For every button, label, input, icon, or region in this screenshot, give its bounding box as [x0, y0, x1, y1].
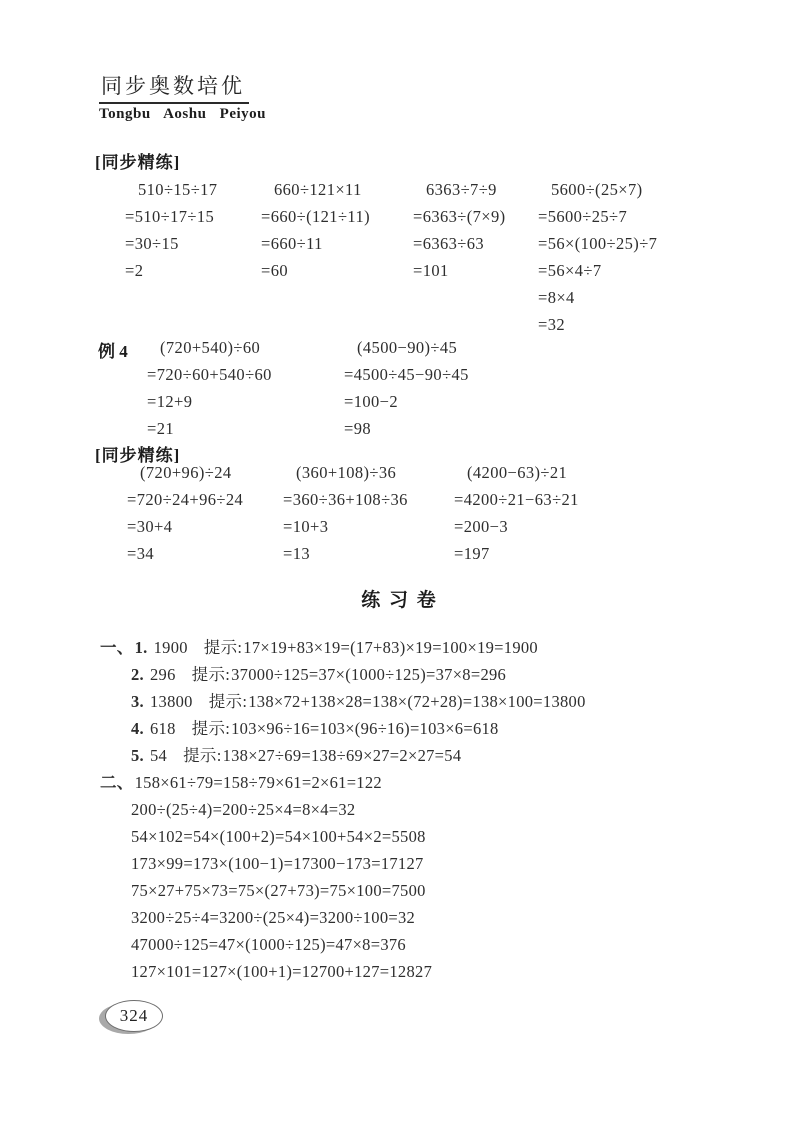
equation: 54×102=54×(100+2)=54×100+54×2=5508: [131, 827, 426, 846]
math-step: =100−2: [344, 392, 399, 411]
answer-item: [100, 688, 586, 715]
equation: 127×101=127×(100+1)=12700+127=12827: [131, 962, 433, 981]
item-answer: 1900: [153, 638, 188, 657]
math-problem: (4200−63)÷21: [467, 463, 568, 482]
math-step: =660÷11: [261, 234, 323, 253]
math-step: =4200÷21−63÷21: [454, 490, 579, 509]
math-problem: 510÷15÷17: [138, 180, 218, 199]
item-number: 5.: [131, 746, 144, 765]
item-answer: 13800: [149, 692, 193, 711]
math-step: =720÷60+540÷60: [147, 365, 272, 384]
math-problem: (720+540)÷60: [160, 338, 261, 357]
math-problem: 5600÷(25×7): [551, 180, 643, 199]
answers-part-two: [100, 769, 432, 985]
math-step: =2: [125, 261, 144, 280]
math-problem: 660÷121×11: [274, 180, 362, 199]
example4-label: 例 4: [98, 342, 128, 361]
math-step: =6363÷(7×9): [413, 207, 506, 226]
practice-exam-title: 练 习 卷: [361, 590, 438, 611]
answer-item: [100, 661, 586, 688]
worked-solution-column: [283, 459, 408, 567]
page-number: 324: [105, 1000, 163, 1032]
worked-solution-column: [147, 334, 272, 442]
book-title-chinese: 同步奥数培优: [99, 70, 249, 104]
hint-label: 提示:: [208, 692, 248, 711]
math-step: =34: [127, 544, 155, 563]
hint-label: 提示:: [191, 719, 231, 738]
math-problem: (720+96)÷24: [140, 463, 232, 482]
math-step: =30÷15: [125, 234, 179, 253]
hint-formula: 37000÷125=37×(1000÷125)=37×8=296: [231, 665, 507, 684]
math-problem: (4500−90)÷45: [357, 338, 458, 357]
answer-item: [100, 634, 586, 661]
answer-item: [100, 715, 586, 742]
answer-line: [100, 931, 432, 958]
answer-line: [100, 769, 432, 796]
math-step: =360÷36+108÷36: [283, 490, 408, 509]
hint-formula: 103×96÷16=103×(96÷16)=103×6=618: [231, 719, 499, 738]
worked-solution-column: [127, 459, 243, 567]
item-answer: 618: [149, 719, 176, 738]
equation: 173×99=173×(100−1)=17300−173=17127: [131, 854, 424, 873]
answer-item: [100, 742, 586, 769]
item-number: 4.: [131, 719, 144, 738]
worked-solution-column: [538, 176, 657, 338]
answer-line: [100, 850, 432, 877]
worked-solution-column: [413, 176, 506, 284]
item-answer: 54: [149, 746, 168, 765]
equation: 158×61÷79=158÷79×61=2×61=122: [134, 773, 382, 792]
hint-label: 提示:: [191, 665, 231, 684]
book-brand: [99, 70, 266, 123]
math-step: =56×(100÷25)÷7: [538, 234, 658, 253]
math-step: =98: [344, 419, 372, 438]
worked-solution-column: [125, 176, 217, 284]
equation: 47000÷125=47×(1000÷125)=47×8=376: [131, 935, 406, 954]
math-step: =720÷24+96÷24: [127, 490, 244, 509]
hint-formula: 17×19+83×19=(17+83)×19=100×19=1900: [243, 638, 538, 657]
math-step: =8×4: [538, 288, 575, 307]
answer-line: [100, 796, 432, 823]
answer-line: [100, 823, 432, 850]
item-number: 2.: [131, 665, 144, 684]
math-step: =56×4÷7: [538, 261, 602, 280]
math-step: =4500÷45−90÷45: [344, 365, 469, 384]
part-one-enum: 一、: [100, 638, 134, 657]
math-step: =30+4: [127, 517, 173, 536]
hint-formula: 138×27÷69=138÷69×27=2×27=54: [222, 746, 462, 765]
math-step: =101: [413, 261, 449, 280]
worked-solution-column: [454, 459, 579, 567]
worked-solution-column: [344, 334, 469, 442]
math-step: =6363÷63: [413, 234, 485, 253]
hint-formula: 138×72+138×28=138×(72+28)=138×100=13800: [248, 692, 586, 711]
item-answer: 296: [149, 665, 176, 684]
item-number: 3.: [131, 692, 144, 711]
math-step: =200−3: [454, 517, 509, 536]
math-problem: (360+108)÷36: [296, 463, 397, 482]
math-step: =13: [283, 544, 311, 563]
equation: 75×27+75×73=75×(27+73)=75×100=7500: [131, 881, 426, 900]
answers-part-one: [100, 634, 586, 769]
math-step: =21: [147, 419, 175, 438]
math-step: =197: [454, 544, 490, 563]
math-step: =10+3: [283, 517, 329, 536]
part-two-enum: 二、: [100, 773, 134, 792]
answer-line: [100, 958, 432, 985]
math-step: =510÷17÷15: [125, 207, 215, 226]
answer-line: [100, 904, 432, 931]
sync-practice-label-2: [同步精练]: [95, 446, 181, 465]
answer-line: [100, 877, 432, 904]
hint-label: 提示:: [183, 746, 222, 765]
math-step: =12+9: [147, 392, 193, 411]
equation: 3200÷25÷4=3200÷(25×4)=3200÷100=32: [131, 908, 416, 927]
math-problem: 6363÷7÷9: [426, 180, 497, 199]
math-step: =660÷(121÷11): [261, 207, 370, 226]
math-step: =60: [261, 261, 289, 280]
page-number-badge: [99, 1000, 165, 1036]
worked-solution-column: [261, 176, 370, 284]
book-title-pinyin: Tongbu Aoshu Peiyou: [99, 106, 267, 122]
equation: 200÷(25÷4)=200÷25×4=8×4=32: [131, 800, 356, 819]
sync-practice-label-1: [同步精练]: [95, 153, 181, 172]
math-step: =32: [538, 315, 566, 334]
item-number: 1.: [134, 638, 148, 657]
hint-label: 提示:: [203, 638, 243, 657]
math-step: =5600÷25÷7: [538, 207, 628, 226]
